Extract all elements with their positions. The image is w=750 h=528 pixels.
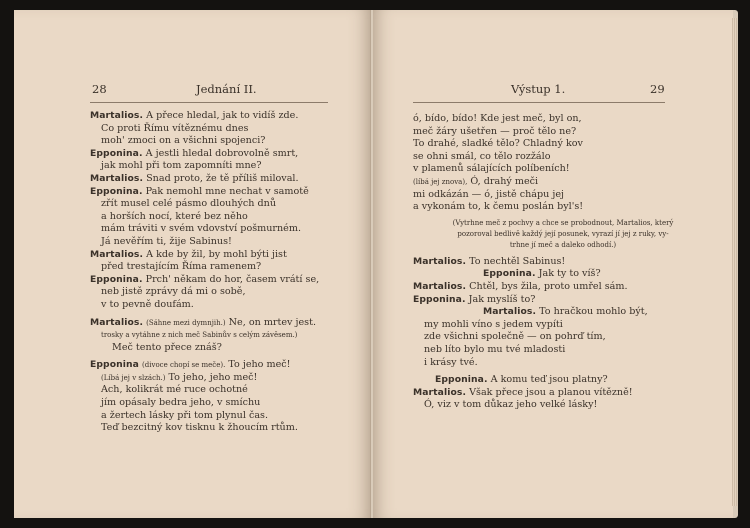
right-page-text xyxy=(413,113,713,412)
running-head-right: Výstup 1. xyxy=(511,82,566,96)
text-line xyxy=(90,173,350,186)
text-line xyxy=(90,359,350,372)
speaker-name: Epponina. xyxy=(90,147,143,159)
verse-text: Však přece jsou a planou vítězně! xyxy=(469,386,633,398)
verse-text: A komu teď jsou platny? xyxy=(490,374,608,386)
verse-text: jak mohl při tom zapomníti mne? xyxy=(101,160,262,172)
verse-text: Snad proto, že tě příliš miloval. xyxy=(146,172,299,184)
stage-direction-line: (Vytrhne meč z pochvy a chce se probodnout, Martalios, který xyxy=(452,218,674,227)
text-line xyxy=(90,223,350,236)
verse-text: Jak ty to víš? xyxy=(538,268,601,280)
page-number-left: 28 xyxy=(92,82,107,96)
text-line xyxy=(90,410,350,423)
text-line xyxy=(413,113,713,126)
verse-text: To hračkou mohlo být, xyxy=(539,306,648,318)
left-page-text xyxy=(90,110,350,435)
text-line xyxy=(413,201,713,214)
stage-direction xyxy=(413,218,713,251)
text-line xyxy=(90,198,350,211)
verse-text: Jak myslíš to? xyxy=(468,293,536,305)
verse-text: jím opásaly bedra jeho, v smíchu xyxy=(101,397,261,409)
verse-text: a horších nocí, které bez něho xyxy=(101,210,248,222)
verse-text: To jeho, jeho meč! xyxy=(168,371,258,383)
speaker-name: Martalios. xyxy=(413,255,467,267)
verse-text: moh' zmoci on a všichni spojenci? xyxy=(101,135,266,147)
verse-text: To nechtěl Sabinus! xyxy=(469,255,566,267)
book-spread xyxy=(14,10,738,518)
header-rule-right xyxy=(413,102,665,103)
text-line xyxy=(413,374,713,387)
speaker-name: Martalios. xyxy=(483,306,537,318)
stage-note: (Sáhne mezi dymnjih.) xyxy=(146,318,226,327)
running-head-left: Jednání II. xyxy=(196,82,257,96)
text-line xyxy=(90,160,350,173)
text-line xyxy=(90,261,350,274)
text-line xyxy=(90,186,350,199)
verse-text: ó, bído, bído! Kde jest meč, byl on, xyxy=(413,113,582,124)
text-line xyxy=(413,126,713,139)
verse-text: Chtěl, bys žila, proto umřel sám. xyxy=(469,280,628,292)
verse-text: v plamenů sálajících políbeních! xyxy=(413,163,570,175)
text-line xyxy=(90,274,350,287)
verse-text: mám tráviti v svém vdovství pošmurném. xyxy=(101,223,302,235)
text-line xyxy=(413,281,713,294)
text-line xyxy=(413,151,713,164)
verse-text: zde všichni společně — on pohrď tím, xyxy=(424,331,606,343)
text-line xyxy=(413,399,713,412)
text-line xyxy=(413,357,713,370)
text-line xyxy=(90,342,350,355)
text-line xyxy=(90,148,350,161)
verse-text: neb jistě zprávy dá mi o sobě, xyxy=(101,286,246,298)
verse-text: zřít musel celé pásmo dlouhých dnů xyxy=(101,198,277,210)
verse-text: mi odkázán — ó, jistě chápu jej xyxy=(413,188,565,200)
text-line xyxy=(413,268,713,281)
text-line xyxy=(90,236,350,249)
verse-text: neb líto bylo mu tvé mladosti xyxy=(424,343,566,355)
text-line xyxy=(413,344,713,357)
text-line xyxy=(90,384,350,397)
text-line xyxy=(413,387,713,400)
verse-text: Ó, drahý meči xyxy=(470,175,539,187)
text-line xyxy=(413,294,713,307)
speaker-name: Martalios. xyxy=(90,316,144,328)
text-line xyxy=(90,397,350,410)
header-rule-left xyxy=(90,102,328,103)
text-line xyxy=(90,329,350,342)
stage-note: (divoce chopí se meče). xyxy=(142,361,226,370)
speaker-name: Epponina. xyxy=(90,185,143,197)
stage-direction-line: pozoroval bedlivě každý její posunek, vyrazí jí jej z ruky, vy- xyxy=(457,229,669,238)
verse-text: To drahé, sladké tělo? Chladný kov xyxy=(413,138,583,150)
stage-note: trosky a vytáhne z nich meč Sabinův s celým závěsem.) xyxy=(101,331,298,340)
left-page xyxy=(14,10,371,518)
speaker-name: Epponina xyxy=(90,359,139,371)
text-line xyxy=(90,249,350,262)
speaker-name: Martalios. xyxy=(90,110,144,121)
text-line xyxy=(90,317,350,330)
right-page-dialogue xyxy=(413,256,713,412)
verse-text: my mohli víno s jedem vypíti xyxy=(424,318,563,330)
speaker-name: Epponina. xyxy=(435,374,488,386)
verse-text: Ne, on mrtev jest. xyxy=(228,316,316,328)
text-line xyxy=(413,189,713,202)
page-number-right: 29 xyxy=(650,82,665,96)
speaker-name: Epponina. xyxy=(483,268,536,280)
text-line xyxy=(90,110,350,123)
text-line xyxy=(90,422,350,435)
verse-text: Pak nemohl mne nechat v samotě xyxy=(145,185,309,197)
text-line xyxy=(90,123,350,136)
text-line xyxy=(413,256,713,269)
verse-text: A kde by žil, by mohl býti jist xyxy=(146,248,287,260)
verse-text: meč žáry ušetřen — proč tělo ne? xyxy=(413,125,577,137)
stage-note: (Líbá jej v slzách.) xyxy=(101,373,166,382)
text-line xyxy=(413,176,713,189)
speaker-name: Martalios. xyxy=(90,248,144,260)
verse-text: To jeho meč! xyxy=(228,359,291,371)
verse-text: Prch' někam do hor, časem vrátí se, xyxy=(145,273,320,285)
right-page xyxy=(373,10,733,518)
verse-text: a žertech lásky při tom plynul čas. xyxy=(101,409,269,421)
text-line xyxy=(90,372,350,385)
text-line xyxy=(90,211,350,224)
speaker-name: Epponina. xyxy=(413,293,466,305)
speaker-name: Martalios. xyxy=(413,280,467,292)
verse-text: Já nevěřím ti, žije Sabinus! xyxy=(101,235,232,247)
verse-text: i krásy tvé. xyxy=(424,356,478,368)
text-line xyxy=(90,299,350,312)
verse-text: Ó, viz v tom důkaz jeho velké lásky! xyxy=(424,399,598,411)
text-line xyxy=(413,319,713,332)
text-line xyxy=(413,138,713,151)
verse-text: před trestajícím Říma ramenem? xyxy=(101,261,262,273)
text-line xyxy=(413,331,713,344)
verse-text: v to pevně doufám. xyxy=(101,298,194,310)
text-line xyxy=(413,306,713,319)
speaker-name: Martalios. xyxy=(90,172,144,184)
verse-text: Co proti Římu vítěznému dnes xyxy=(101,122,249,134)
text-line xyxy=(90,286,350,299)
speaker-name: Epponina. xyxy=(90,273,143,285)
text-line xyxy=(90,135,350,148)
verse-text: Ach, kolikrát mé ruce ochotné xyxy=(101,384,248,396)
text-line xyxy=(413,163,713,176)
verse-text: a vykonám to, k čemu poslán byl's! xyxy=(413,201,584,213)
verse-text: Meč tento přece znáš? xyxy=(112,341,222,353)
stage-note: (líbá jej znova), xyxy=(413,177,468,186)
verse-text: Teď bezcitný kov tisknu k žhoucím rtům. xyxy=(101,422,298,434)
speaker-name: Martalios. xyxy=(413,386,467,398)
verse-text: A přece hledal, jak to vidíš zde. xyxy=(146,110,299,121)
verse-text: A jestli hledal dobrovolně smrt, xyxy=(145,147,299,159)
verse-text: se ohni smál, co tělo rozžálo xyxy=(413,150,551,162)
stage-direction-line: trhne jí meč a daleko odhodí.) xyxy=(509,240,617,249)
